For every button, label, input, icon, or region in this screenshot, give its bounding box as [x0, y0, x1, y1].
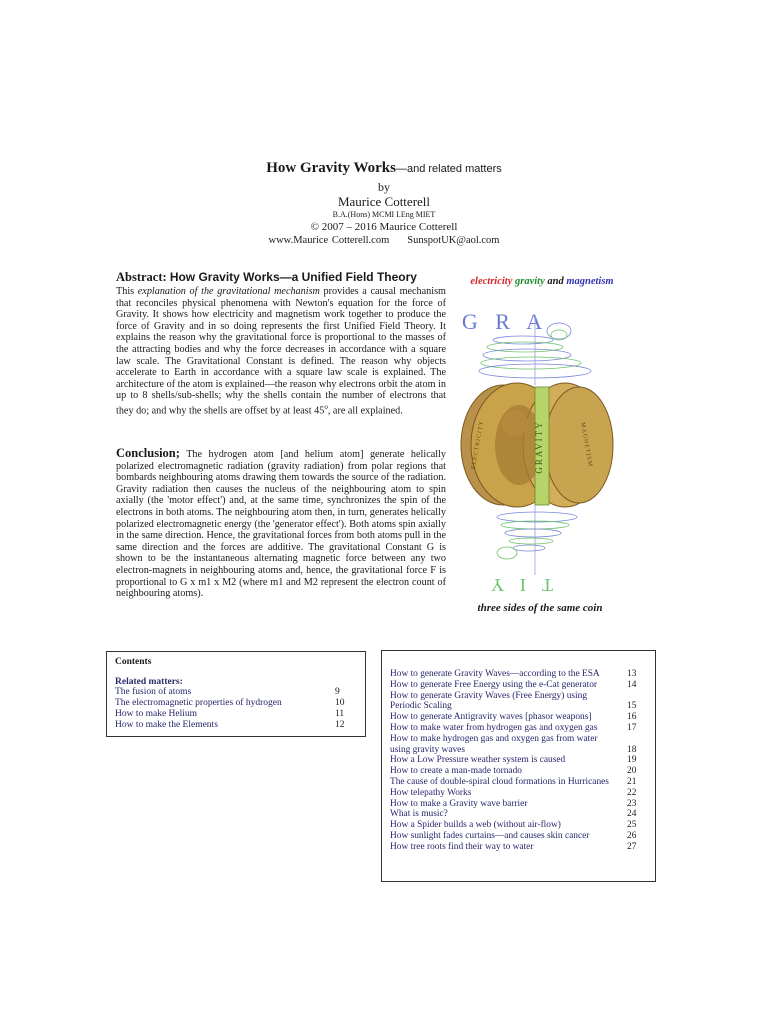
toc-entry [390, 799, 645, 810]
toc-entry-title: Periodic Scaling [390, 701, 452, 712]
toc-entry-title: How to make the Elements [115, 720, 218, 730]
bottom-letters: T I Y [485, 575, 553, 595]
toc-entry-title: The cause of double-spiral cloud formations in Hurricanes [390, 776, 609, 787]
caption-word-gravity: gravity [515, 276, 545, 287]
toc-entry-page: 11 [335, 709, 345, 719]
toc-entry-page: 18 [627, 744, 637, 755]
toc-entry [390, 712, 645, 723]
document-title [0, 160, 768, 177]
abstract-text-b: provides a causal mechanism that reconciles physical phenomena with Newton's equation for the force of Gravity. It shows how electricity and magnetism work together to produce the force of Gravity and in so doing represents the first Unified Field Theory. It explains the reason why the gravitational force is proportional to the masses of the attracting bodies and why the force decreases in accordance with a square law scale. The Gravitational Constant is defined. The reason why objects accelerate to Earth in accordance with a square law scale is explained. The architecture of the atom is explained—the reason why electrons orbit the atom in up to 8 shells/sub-shells; why the shells contain the number of electrons that they do; and why the shells are offset by at least 45 [116, 286, 446, 417]
toc-entry-title: How to make hydrogen gas and oxygen gas from water [390, 733, 598, 744]
email-text: SunspotUK@aol.com [407, 235, 500, 246]
toc-entry-page: 10 [335, 698, 345, 708]
toc-entry-page: 12 [335, 720, 345, 730]
caption-word-and: and [547, 276, 564, 287]
abstract-paragraph [116, 286, 446, 417]
caption-word-magnetism: magnetism [566, 276, 614, 287]
contact-line [0, 235, 768, 246]
toc-entry-title: How telepathy Works [390, 787, 472, 798]
toc-entry-title: How to generate Gravity Waves (Free Energy) using [390, 690, 588, 701]
toc-entry [390, 842, 645, 853]
toc-entry-page: 17 [627, 722, 637, 733]
toc-entry-title: How to generate Gravity Waves—according to the ESA [390, 669, 600, 679]
toc-entry [390, 831, 645, 842]
title-main: How Gravity Works [266, 160, 396, 176]
related-matters-heading: Related matters: [115, 677, 183, 687]
toc-entry-page: 19 [627, 755, 637, 766]
toc-entry [115, 709, 357, 720]
toc-entry [115, 698, 357, 709]
title-subtitle: —and related matters [395, 163, 502, 175]
toc-entry-page: 16 [627, 712, 637, 723]
toc-entry-page: 15 [627, 701, 637, 712]
degree-symbol: o [324, 402, 328, 411]
toc-entry-page: 26 [627, 830, 637, 841]
left-coin-text: ELECTRICITY [470, 419, 486, 470]
caption-word-electricity: electricity [470, 276, 513, 287]
toc-entry-title: The fusion of atoms [115, 687, 192, 697]
toc-entry-page: 9 [335, 687, 340, 697]
abstract-text-a: This [116, 286, 138, 297]
illustration-caption-top [452, 276, 632, 287]
toc-entry-title: How to generate Antigravity waves [phasor weapons] [390, 712, 592, 723]
toc-entry-title: How sunlight fades curtains—and causes skin cancer [390, 830, 590, 841]
toc-entry [390, 680, 645, 691]
toc-entry-title: using gravity waves [390, 744, 465, 755]
toc-entry-page: 24 [627, 809, 637, 820]
toc-entry-page: 14 [627, 679, 637, 690]
toc-entry-title: How to generate Free Energy using the e-Cat generator [390, 679, 598, 690]
conclusion-paragraph [116, 448, 446, 600]
abstract-text-italic: explanation of the gravitational mechanism [137, 286, 320, 297]
toc-entry-title: How to make a Gravity wave barrier [390, 798, 528, 809]
contents-list-left [115, 687, 357, 731]
author-credentials: B.A.(Hons) MCMI I.Eng MIET [332, 210, 436, 219]
toc-entry-title: How to make water from hydrogen gas and oxygen gas [390, 722, 598, 733]
conclusion-text: The hydrogen atom [and helium atom] generate helically polarized electromagnetic radiation (gravity radiation) from polar regions that bombards neighbouring atoms drawing them towards the source of the radiation. Gravity radiation then causes the nucleus of the neighbouring atom to spin axially (the 'motor effect') and, at the same time, synchronizes the spin of the electrons in both atoms. The neighbouring atom then, in turn, generates helically polarized electromagnetic energy (the 'generator effect'). Both atoms spin axially in the same direction. Hence, the gravitational forces from both atoms pull in the same direction and the forces are additive. The gravitational Constant G is shown to be the instantaneous alternating magnetic force between any two electron-magnets in neighbouring atoms and, hence, the gravitational force F is proportional to G x m1 x M2 (where m1 and M2 represent the electron count of neighbouring atoms). [116, 449, 446, 600]
toc-entry [115, 720, 357, 731]
abstract-label: Abstract: [116, 270, 170, 284]
author-name: Maurice Cotterell [337, 194, 431, 209]
toc-entry-page [627, 734, 645, 745]
copyright-notice: © 2007 – 2016 Maurice Cotterell [310, 221, 458, 233]
toc-entry-title: How a Low Pressure weather system is caused [390, 755, 566, 766]
toc-entry-title: How to create a man-made tornado [390, 766, 522, 777]
abstract-title: How Gravity Works—a Unified Field Theory [169, 270, 417, 284]
toc-entry [390, 788, 645, 799]
toc-entry-title: How to make Helium [115, 709, 198, 719]
toc-entry [390, 777, 645, 788]
toc-entry [390, 755, 645, 766]
bottom-helix [497, 505, 577, 575]
toc-entry [390, 734, 645, 745]
toc-entry-page: 20 [627, 766, 637, 777]
toc-entry [390, 809, 645, 820]
toc-entry [390, 745, 645, 756]
toc-entry [390, 691, 645, 702]
toc-entry-page: 23 [627, 798, 637, 809]
website-text: www.Maurice Cotterell.com [268, 235, 390, 246]
toc-entry [390, 669, 645, 680]
conclusion-lead: Conclusion; [116, 446, 180, 460]
toc-entry [390, 820, 645, 831]
contents-box-right [381, 650, 656, 882]
coin-stack [461, 383, 613, 507]
gravity-coin-illustration [455, 295, 615, 600]
illustration-caption-bottom: three sides of the same coin [477, 602, 603, 614]
toc-entry-page: 22 [627, 787, 637, 798]
toc-entry [390, 723, 645, 734]
toc-entry [390, 766, 645, 777]
contents-heading: Contents [115, 657, 152, 667]
toc-entry-page: 25 [627, 820, 637, 831]
abstract-text-end: , are all explained. [327, 405, 403, 417]
toc-entry-title: How a Spider builds a web (without air-flow) [390, 820, 561, 831]
toc-entry-title: How tree roots find their way to water [390, 841, 534, 852]
toc-entry-page: 27 [627, 841, 637, 852]
toc-entry-page: 13 [627, 669, 637, 679]
band-text: GRAVITY [534, 420, 544, 474]
toc-entry-title: The electromagnetic properties of hydrogen [115, 698, 282, 708]
right-coin-text: MAGNETISM [579, 421, 593, 468]
toc-entry-page: 21 [627, 776, 637, 787]
toc-entry [115, 687, 357, 698]
abstract-heading [116, 270, 446, 285]
contents-box-left [106, 651, 366, 737]
by-line: by [378, 180, 390, 194]
top-letters: G R A [461, 309, 549, 334]
contents-list-right [390, 669, 645, 853]
toc-entry-title: What is music? [390, 809, 448, 820]
toc-entry [390, 701, 645, 712]
toc-entry-page [627, 691, 645, 702]
